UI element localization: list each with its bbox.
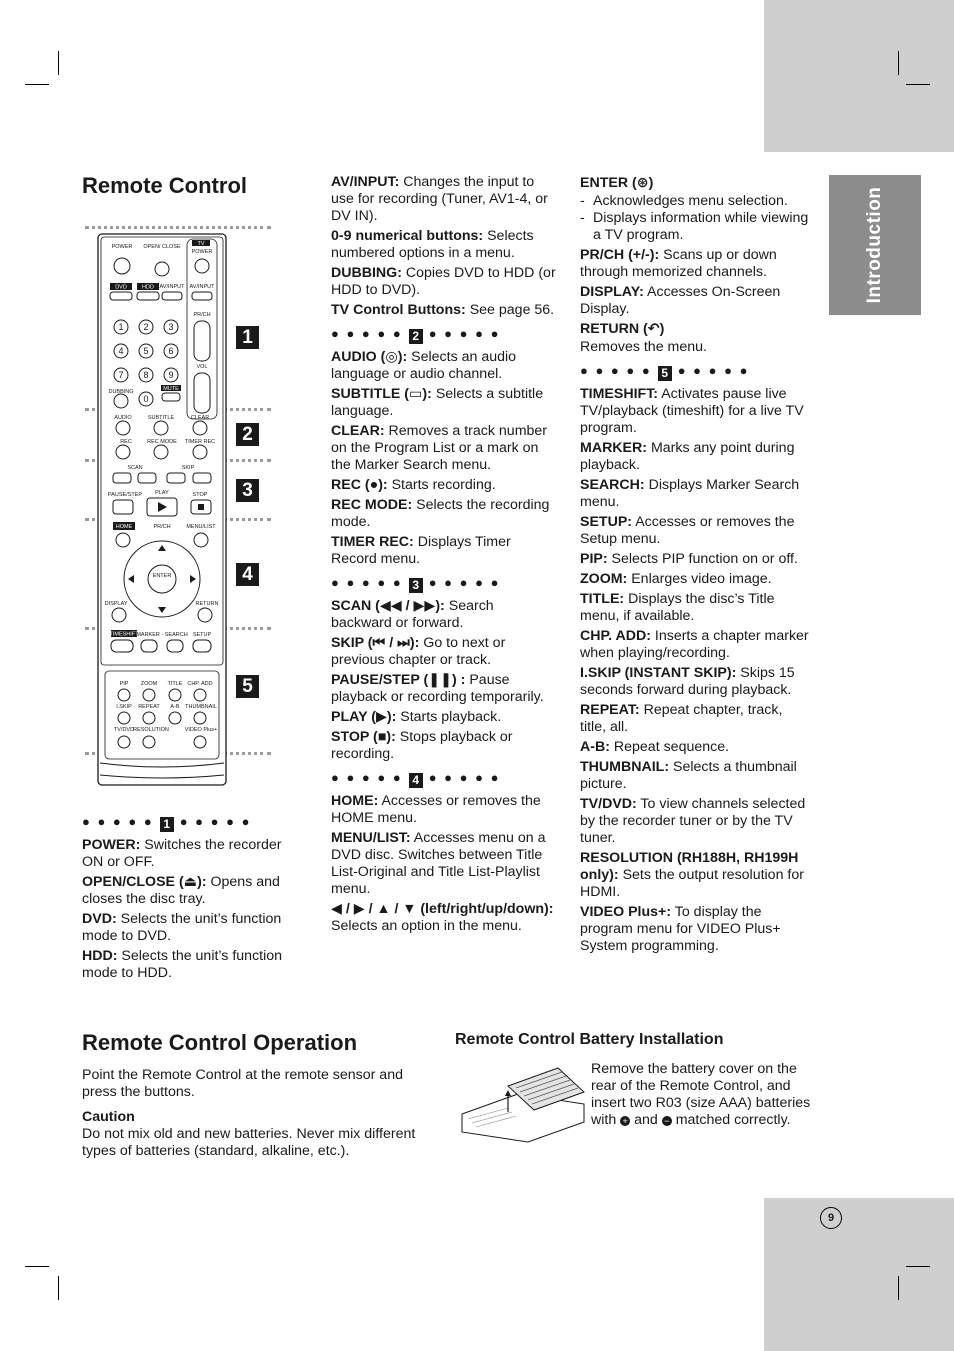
rc-dvd-label: DVD: [115, 284, 127, 291]
item-menu-list: MENU/LIST: Accesses menu on a DVD disc. Switches between Title List-Original and Title List-Playlist menu.: [331, 830, 546, 897]
item-video-plus: VIDEO Plus+: To display the program menu for VIDEO Plus+ System programming.: [580, 904, 781, 954]
rc-digit-5: 5: [143, 346, 149, 356]
group-2-divider: ● ● ● ● ● 2 ● ● ● ● ●: [331, 326, 501, 343]
rc-pip-label: PIP: [119, 681, 129, 687]
item-display: DISPLAY: Accesses On-Screen Display.: [580, 284, 781, 317]
group-number-2: 2: [236, 423, 259, 446]
group-5-badge: 5: [658, 366, 672, 381]
operation-text: Point the Remote Control at the remote sensor and press the buttons.: [82, 1067, 403, 1100]
rc-rec-mode-label: REC MODE: [147, 439, 177, 445]
battery-text-a: Remove the battery cover on the rear of the Remote Control, and insert two R03 (size AAA) batteries with: [591, 1061, 811, 1128]
item-home: HOME: Accesses or removes the HOME menu.: [331, 793, 541, 826]
remote-illustration: [97, 233, 227, 786]
crop-mark: [898, 1276, 899, 1300]
caution-title: Caution: [82, 1109, 135, 1125]
item-subtitle: SUBTITLE (▭): Selects a subtitle language.: [331, 386, 544, 419]
rc-open-close-label: OPEN/ CLOSE: [143, 244, 181, 250]
item-dvd: DVD: Selects the unit’s function mode to DVD.: [82, 911, 282, 944]
remote-control-title: Remote Control: [82, 173, 247, 198]
item-dubbing: DUBBING: Copies DVD to HDD (or HDD to DVD).: [331, 265, 556, 298]
operation-title: Remote Control Operation: [82, 1030, 358, 1055]
rc-title-label: TITLE: [167, 681, 183, 687]
rc-stop-label: STOP: [192, 492, 208, 498]
item-thumbnail: THUMBNAIL: Selects a thumbnail picture.: [580, 759, 797, 792]
item-tv-dvd: TV/DVD: To view channels selected by the recorder tuner or by the TV tuner.: [580, 796, 806, 846]
crop-mark: [906, 84, 930, 85]
item-hdd: HDD: Selects the unit’s function mode to HDD.: [82, 948, 283, 981]
group-number-5: 5: [236, 675, 259, 698]
item-open-close: OPEN/CLOSE (⏏): Opens and closes the disc tray.: [82, 874, 280, 907]
rc-video-plus-label: VIDEO Plus+: [184, 727, 218, 733]
rc-timer-rec-label: TIMER REC: [184, 439, 216, 445]
group-number-4: 4: [236, 563, 259, 586]
section-tab[interactable]: [829, 175, 921, 315]
item-i-skip: I.SKIP (INSTANT SKIP): Skips 15 seconds forward during playback.: [580, 665, 795, 698]
rc-tv-dvd-label: TV/DVD: [113, 727, 135, 733]
rc-skip-label: SKIP: [181, 465, 195, 471]
item-resolution: RESOLUTION (RH188H, RH199H only): Sets the output resolution for HDMI.: [580, 850, 804, 900]
operation-body: [82, 1067, 437, 1160]
item-pip: PIP: Selects PIP function on or off.: [580, 551, 798, 567]
rc-resolution-label: RESOLUTION: [133, 727, 169, 733]
crop-mark: [898, 51, 899, 75]
item-power: POWER: Switches the recorder ON or OFF.: [82, 837, 282, 870]
rc-digit-7: 7: [118, 370, 124, 380]
rc-digit-9: 9: [168, 370, 174, 380]
rc-pr-ch2-label: PR/CH: [153, 524, 171, 530]
rc-mute-label: MUTE: [163, 386, 179, 392]
battery-title: Remote Control Battery Installation: [455, 1031, 724, 1048]
crop-mark: [58, 1276, 59, 1300]
rc-rec-label: REC: [120, 439, 132, 445]
crop-mark: [58, 51, 59, 75]
item-numeric: 0-9 numerical buttons: Selects numbered options in a menu.: [331, 228, 534, 261]
rc-enter-label: ENTER: [152, 573, 172, 579]
group-2-badge: 2: [409, 329, 423, 344]
item-return: RETURN (↶): [580, 321, 665, 337]
rc-marker-search-label: MARKER - SEARCH: [136, 632, 188, 638]
rc-digit-8: 8: [143, 370, 149, 380]
enter-bullet: - Displays information while viewing a TV program.: [593, 210, 810, 244]
item-search: SEARCH: Displays Marker Search menu.: [580, 477, 800, 510]
section-tab-label: Introduction: [864, 186, 885, 304]
rc-tv-label: TV: [197, 241, 205, 247]
rc-digit-2: 2: [143, 322, 149, 332]
rc-digit-6: 6: [168, 346, 174, 356]
item-av-input: AV/INPUT: Changes the input to use for recording (Tuner, AV1-4, or DV IN).: [331, 174, 548, 224]
rc-tv-power-label: POWER: [191, 249, 213, 255]
caution-text: Do not mix old and new batteries. Never mix different types of batteries (standard, alkaline, etc.).: [82, 1126, 416, 1159]
enter-bullet: - Acknowledges menu selection.: [593, 193, 810, 210]
battery-and: and: [634, 1112, 658, 1128]
item-chp-add: CHP. ADD: Inserts a chapter marker when playing/recording.: [580, 628, 809, 661]
rc-dubbing-label: DUBBING: [108, 389, 134, 395]
group-3-badge: 3: [409, 578, 423, 593]
plus-icon: +: [620, 1116, 630, 1126]
item-pause-step: PAUSE/STEP (❚❚) : Pause playback or recording temporarily.: [331, 672, 544, 705]
battery-text-b: matched correctly.: [675, 1112, 791, 1128]
item-marker: MARKER: Marks any point during playback.: [580, 440, 795, 473]
divider: [85, 226, 271, 229]
rc-audio-label: AUDIO: [114, 415, 132, 421]
rc-chp-add-label: CHP. ADD: [187, 681, 213, 687]
item-scan: SCAN (◀◀ / ▶▶): Search backward or forward.: [331, 598, 494, 631]
group-5-divider: ● ● ● ● ● 5 ● ● ● ● ●: [580, 363, 750, 380]
item-enter: ENTER (⊛): [580, 175, 654, 191]
rc-menu-list-label: MENU/LIST: [186, 524, 216, 530]
item-return-text: Removes the menu.: [580, 339, 707, 355]
column-2: [331, 174, 556, 938]
group-number-1: 1: [236, 326, 259, 349]
rc-digit-4: 4: [118, 346, 124, 356]
item-title: TITLE: Displays the disc’s Title menu, if available.: [580, 591, 775, 624]
rc-vol-label: VOL: [196, 364, 208, 370]
crop-mark: [906, 1266, 930, 1267]
column-1: [82, 807, 297, 985]
rc-setup-label: SETUP: [192, 632, 212, 638]
rc-pause-step-label: PAUSE/STEP: [107, 492, 143, 498]
rc-subtitle-label: SUBTITLE: [147, 415, 175, 421]
rc-scan-label: SCAN: [127, 465, 143, 471]
rc-power-label: POWER: [111, 244, 133, 250]
group-4-badge: 4: [409, 773, 423, 788]
column-3: [580, 175, 810, 958]
rc-zoom-label: ZOOM: [140, 681, 158, 687]
group-1-divider: ● ● ● ● ● 1 ● ● ● ● ●: [82, 814, 252, 831]
gray-band-bottom: [764, 1198, 954, 1351]
gray-band-top: [764, 0, 954, 152]
item-arrows: ◀ / ▶ / ▲ / ▼ (left/right/up/down): Selects an option in the menu.: [331, 901, 554, 934]
crop-mark: [25, 84, 49, 85]
item-clear: CLEAR: Removes a track number on the Program List or a mark on the Marker Search menu.: [331, 423, 548, 473]
item-setup: SETUP: Accesses or removes the Setup menu.: [580, 514, 795, 547]
rc-i-skip-label: I.SKIP: [116, 704, 132, 710]
item-tv-control: TV Control Buttons: See page 56.: [331, 302, 555, 318]
rc-tv-av-input-label: AV/INPUT: [189, 284, 215, 290]
rc-clear-label: CLEAR: [190, 415, 210, 421]
item-pr-ch: PR/CH (+/-): Scans up or down through memorized channels.: [580, 247, 777, 280]
item-zoom: ZOOM: Enlarges video image.: [580, 571, 772, 587]
minus-icon: −: [662, 1116, 672, 1126]
rc-repeat-label: REPEAT: [138, 704, 160, 710]
group-3-divider: ● ● ● ● ● 3 ● ● ● ● ●: [331, 575, 501, 592]
item-timer-rec: TIMER REC: Displays Timer Record menu.: [331, 534, 511, 567]
rc-play-label: PLAY: [155, 490, 169, 496]
item-rec: REC (●): Starts recording.: [331, 477, 496, 493]
battery-body: [591, 1061, 813, 1129]
rc-digit-3: 3: [168, 322, 174, 332]
group-4-divider: ● ● ● ● ● 4 ● ● ● ● ●: [331, 770, 501, 787]
rc-digit-1: 1: [118, 322, 124, 332]
rc-digit-0: 0: [143, 394, 149, 404]
item-play: PLAY (▶): Starts playback.: [331, 709, 502, 725]
item-rec-mode: REC MODE: Selects the recording mode.: [331, 497, 550, 530]
page-number: 9: [820, 1207, 842, 1229]
rc-return-label: RETURN: [195, 601, 219, 607]
rc-home-label: HOME: [115, 524, 133, 530]
item-a-b: A-B: Repeat sequence.: [580, 739, 730, 755]
battery-illustration: [458, 1064, 586, 1146]
rc-display-label: DISPLAY: [104, 601, 128, 607]
item-stop: STOP (■): Stops playback or recording.: [331, 729, 513, 762]
group-number-3: 3: [236, 479, 259, 502]
rc-hdd-label: HDD: [142, 284, 154, 291]
item-timeshift: TIMESHIFT: Activates pause live TV/playback (timeshift) for a live TV program.: [580, 386, 804, 436]
rc-thumbnail-label: THUMBNAIL: [185, 704, 217, 710]
rc-a-b-label: A-B: [170, 704, 180, 710]
enter-bullets: [580, 193, 810, 244]
item-skip: SKIP (⏮ / ⏭): Go to next or previous chapter or track.: [331, 635, 506, 668]
item-audio: AUDIO (◎): Selects an audio language or audio channel.: [331, 349, 517, 382]
rc-av-input-label: AV/INPUT: [159, 284, 185, 290]
rc-timeshift-label: TIMESHIFT: [109, 631, 139, 638]
crop-mark: [25, 1266, 49, 1267]
item-repeat: REPEAT: Repeat chapter, track, title, all.: [580, 702, 783, 735]
group-1-badge: 1: [160, 817, 174, 832]
rc-pr-ch-label: PR/CH: [193, 312, 211, 318]
